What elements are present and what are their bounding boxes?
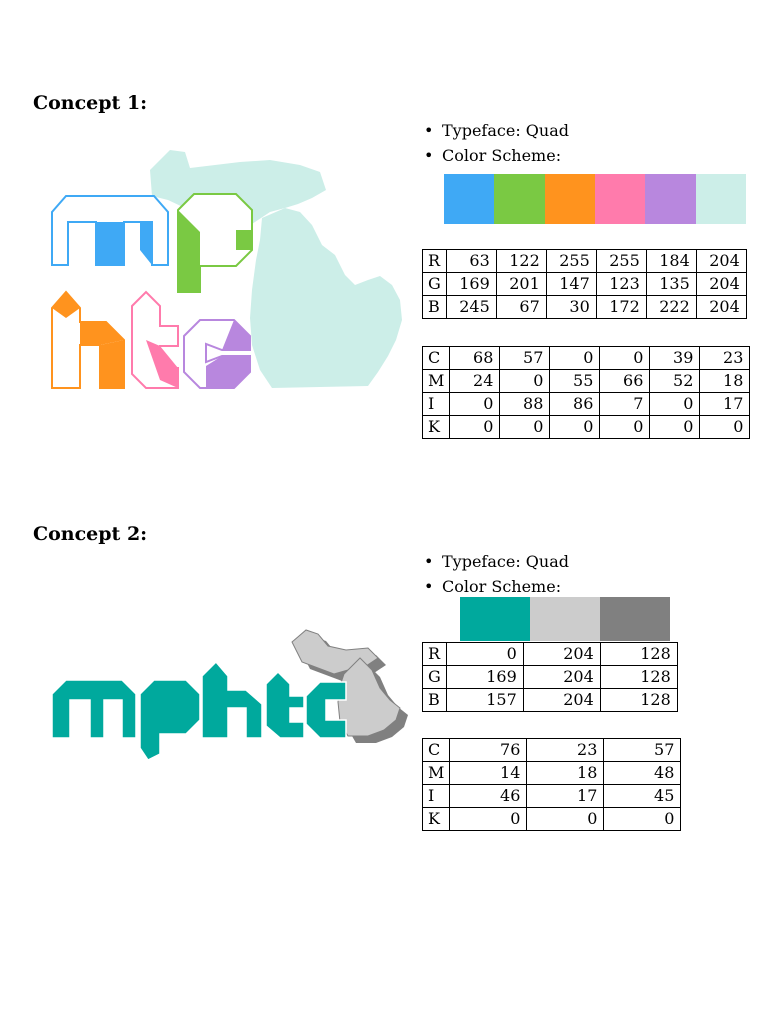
- table-cell: 147: [546, 273, 596, 296]
- row-label: C: [423, 347, 450, 370]
- table-cell: 0: [450, 808, 527, 831]
- table-cell: 17: [700, 393, 750, 416]
- table-cell: 201: [496, 273, 546, 296]
- table-cell: 68: [450, 347, 500, 370]
- table-cell: 18: [700, 370, 750, 393]
- bullet-typeface: • Typeface: Quad: [424, 549, 569, 574]
- table-cell: 17: [527, 785, 604, 808]
- table-cell: 245: [446, 296, 496, 319]
- logo-letter-m: [52, 680, 136, 738]
- table-cell: 0: [600, 416, 650, 439]
- row-label: C: [423, 739, 450, 762]
- concept2-swatch-1: [460, 597, 530, 641]
- row-label: G: [423, 666, 447, 689]
- table-cell: 169: [446, 666, 523, 689]
- table-row: [423, 762, 681, 785]
- table-cell: 255: [546, 250, 596, 273]
- logo-letter-t: [266, 672, 304, 738]
- table-cell: 0: [650, 393, 700, 416]
- row-label: I: [423, 785, 450, 808]
- row-label: R: [423, 250, 447, 273]
- table-cell: 63: [446, 250, 496, 273]
- bullet-dot-icon: •: [424, 146, 434, 165]
- bullet-dot-icon: •: [424, 577, 434, 596]
- table-cell: 0: [450, 416, 500, 439]
- table-cell: 18: [527, 762, 604, 785]
- table-cell: 0: [446, 643, 523, 666]
- table-cell: 86: [550, 393, 600, 416]
- table-cell: 66: [600, 370, 650, 393]
- table-cell: 52: [650, 370, 700, 393]
- bullet-color-scheme: • Color Scheme:: [424, 143, 569, 168]
- table-cell: 172: [596, 296, 646, 319]
- table-cell: 204: [696, 296, 746, 319]
- table-row: [423, 689, 678, 712]
- row-label: M: [423, 370, 450, 393]
- table-cell: 88: [500, 393, 550, 416]
- table-cell: 204: [523, 666, 600, 689]
- table-cell: 0: [604, 808, 681, 831]
- table-cell: 123: [596, 273, 646, 296]
- table-cell: 122: [496, 250, 546, 273]
- table-cell: 0: [500, 370, 550, 393]
- concept1-title: Concept 1:: [33, 92, 148, 114]
- concept2-title: Concept 2:: [33, 523, 148, 545]
- table-cell: 67: [496, 296, 546, 319]
- bullet-dot-icon: •: [424, 121, 434, 140]
- table-cell: 76: [450, 739, 527, 762]
- table-cell: 0: [450, 393, 500, 416]
- table-cell: 45: [604, 785, 681, 808]
- table-cell: 157: [446, 689, 523, 712]
- concept2-swatch-3: [600, 597, 670, 641]
- table-cell: 57: [604, 739, 681, 762]
- table-cell: 23: [527, 739, 604, 762]
- row-label: K: [423, 808, 450, 831]
- table-cell: 0: [650, 416, 700, 439]
- table-cell: 222: [646, 296, 696, 319]
- table-cell: 0: [700, 416, 750, 439]
- bullet-dot-icon: •: [424, 552, 434, 571]
- table-row: [423, 666, 678, 689]
- concept2-swatch-2: [530, 597, 600, 641]
- table-cell: 46: [450, 785, 527, 808]
- table-cell: 48: [604, 762, 681, 785]
- row-label: B: [423, 296, 447, 319]
- concept2-cmyk-table: [422, 738, 681, 831]
- table-cell: 55: [550, 370, 600, 393]
- table-cell: 23: [700, 347, 750, 370]
- table-cell: 204: [696, 273, 746, 296]
- row-label: I: [423, 393, 450, 416]
- row-label: R: [423, 643, 447, 666]
- table-cell: 0: [550, 416, 600, 439]
- row-label: B: [423, 689, 447, 712]
- table-cell: 57: [500, 347, 550, 370]
- table-cell: 0: [500, 416, 550, 439]
- table-row: [423, 643, 678, 666]
- table-cell: 39: [650, 347, 700, 370]
- table-row: [423, 739, 681, 762]
- table-row: [423, 785, 681, 808]
- table-cell: 7: [600, 393, 650, 416]
- concept2-bullets: [424, 549, 569, 599]
- table-cell: 255: [596, 250, 646, 273]
- table-cell: 184: [646, 250, 696, 273]
- table-cell: 128: [600, 666, 677, 689]
- table-cell: 204: [523, 689, 600, 712]
- table-cell: 14: [450, 762, 527, 785]
- table-cell: 128: [600, 643, 677, 666]
- logo-wordmark: [52, 662, 346, 760]
- row-label: G: [423, 273, 447, 296]
- table-row: [423, 808, 681, 831]
- concept2-color-swatches: [460, 597, 670, 641]
- table-cell: 204: [696, 250, 746, 273]
- bullet-color-scheme: • Color Scheme:: [424, 574, 569, 599]
- table-cell: 0: [527, 808, 604, 831]
- logo-letter-p: [140, 680, 200, 760]
- table-cell: 204: [523, 643, 600, 666]
- concept2-rgb-table: [422, 642, 678, 712]
- table-cell: 0: [600, 347, 650, 370]
- table-cell: 24: [450, 370, 500, 393]
- row-label: M: [423, 762, 450, 785]
- table-cell: 169: [446, 273, 496, 296]
- row-label: K: [423, 416, 450, 439]
- bullet-typeface: • Typeface: Quad: [424, 118, 569, 143]
- table-cell: 30: [546, 296, 596, 319]
- table-cell: 135: [646, 273, 696, 296]
- logo-letter-h: [202, 662, 262, 738]
- table-cell: 0: [550, 347, 600, 370]
- table-cell: 128: [600, 689, 677, 712]
